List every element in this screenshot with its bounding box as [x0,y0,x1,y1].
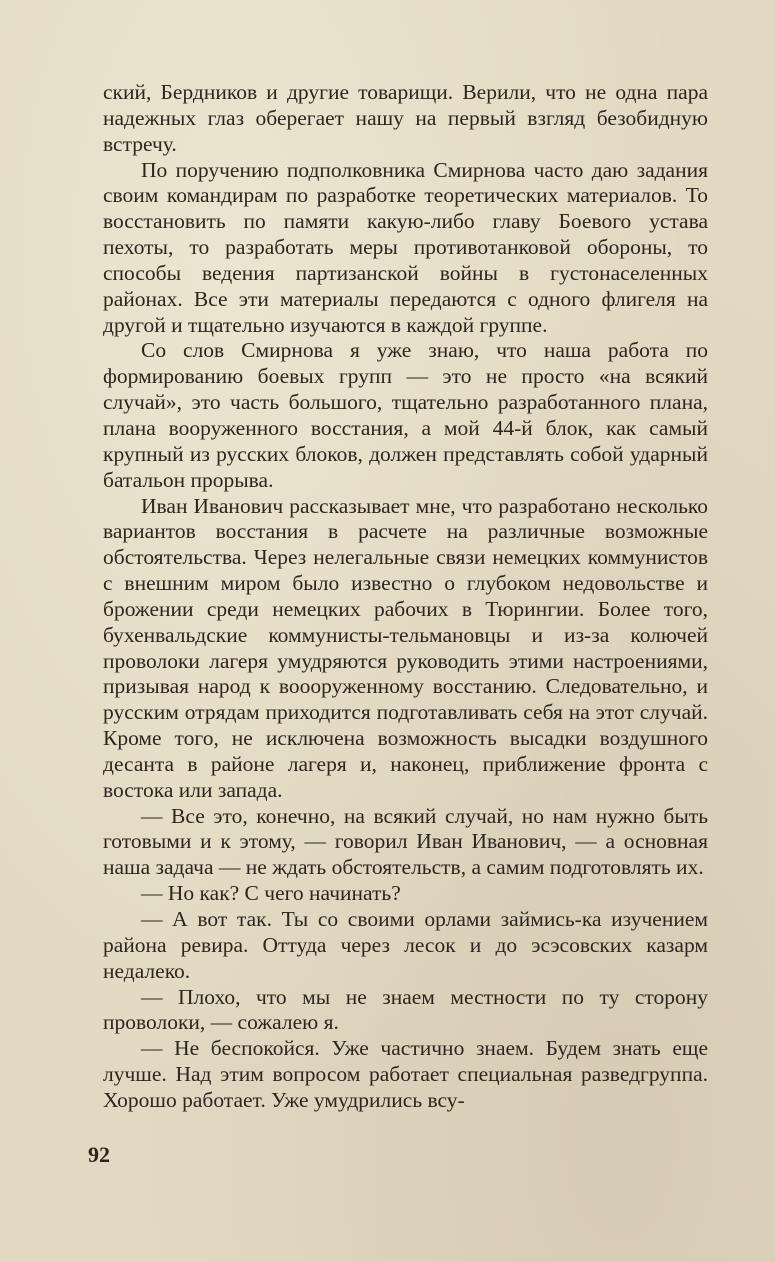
paragraph: По поручению подполковника Смирнова часто даю задания своим командирам по разработке теоретических материалов. То восстановить по памяти какую-либо главу Боевого устава пехоты, то разработать меры противотанковой обороны, то способы ведения партизанской войны в густонаселенных районах. Все эти материалы передаются с одного флигеля на другой и тщательно изучаются в каждой группе. [103,157,708,337]
paragraph: ский, Бердников и другие товарищи. Верили, что не одна пара надежных глаз оберегает нашу на первый взгляд безобидную встречу. [103,80,708,156]
paragraph: — Все это, конечно, на всякий случай, но нам нужно быть готовыми и к этому, — говорил Иван Иванович, — а основная наша задача — не ждать обстоятельств, а самим подготовлять их. [103,803,708,880]
body-text [103,80,708,1114]
paragraph: — Плохо, что мы не знаем местности по ту сторону проволоки, — сожалею я. [103,984,708,1035]
paragraph: — Но как? С чего начинать? [141,881,401,906]
paragraph: Иван Иванович рассказывает мне, что разработано несколько вариантов восстания в расчете на различные возможные обстоятельства. Через нелегальные связи немецких коммунистов с внешним миром было известно о глубоком недовольстве и брожении среди немецких рабочих в Тюрингии. Более того, бухенвальдские коммунисты-тельмановцы и из-за колючей проволоки лагеря умудряются руководить этими настроениями, призывая народ к воооруженному восстанию. Следовательно, и русским отрядам приходится подготавливать себя на этот случай. Кроме того, не исключена возможность высадки воздушного десанта в районе лагеря и, наконец, приближение фронта с востока или запада. [103,493,708,802]
page-number: 92 [88,1142,110,1167]
paragraph: — А вот так. Ты со своими орлами займись-ка изучением района ревира. Оттуда через лесок и до эсэсовских казарм недалеко. [103,907,708,983]
paragraph: Со слов Смирнова я уже знаю, что наша работа по формированию боевых групп — это не просто «на всякий случай», это часть большого, тщательно разработанного плана, плана вооруженного восстания, а мой 44-й блок, как самый крупный из русских блоков, должен представлять собой ударный батальон прорыва. [103,338,708,492]
paragraph: — Не беспокойся. Уже частично знаем. Будем знать еще лучше. Над этим вопросом работает специальная разведгруппа. Хорошо работает. Уже умудрились всу- [103,1036,708,1112]
